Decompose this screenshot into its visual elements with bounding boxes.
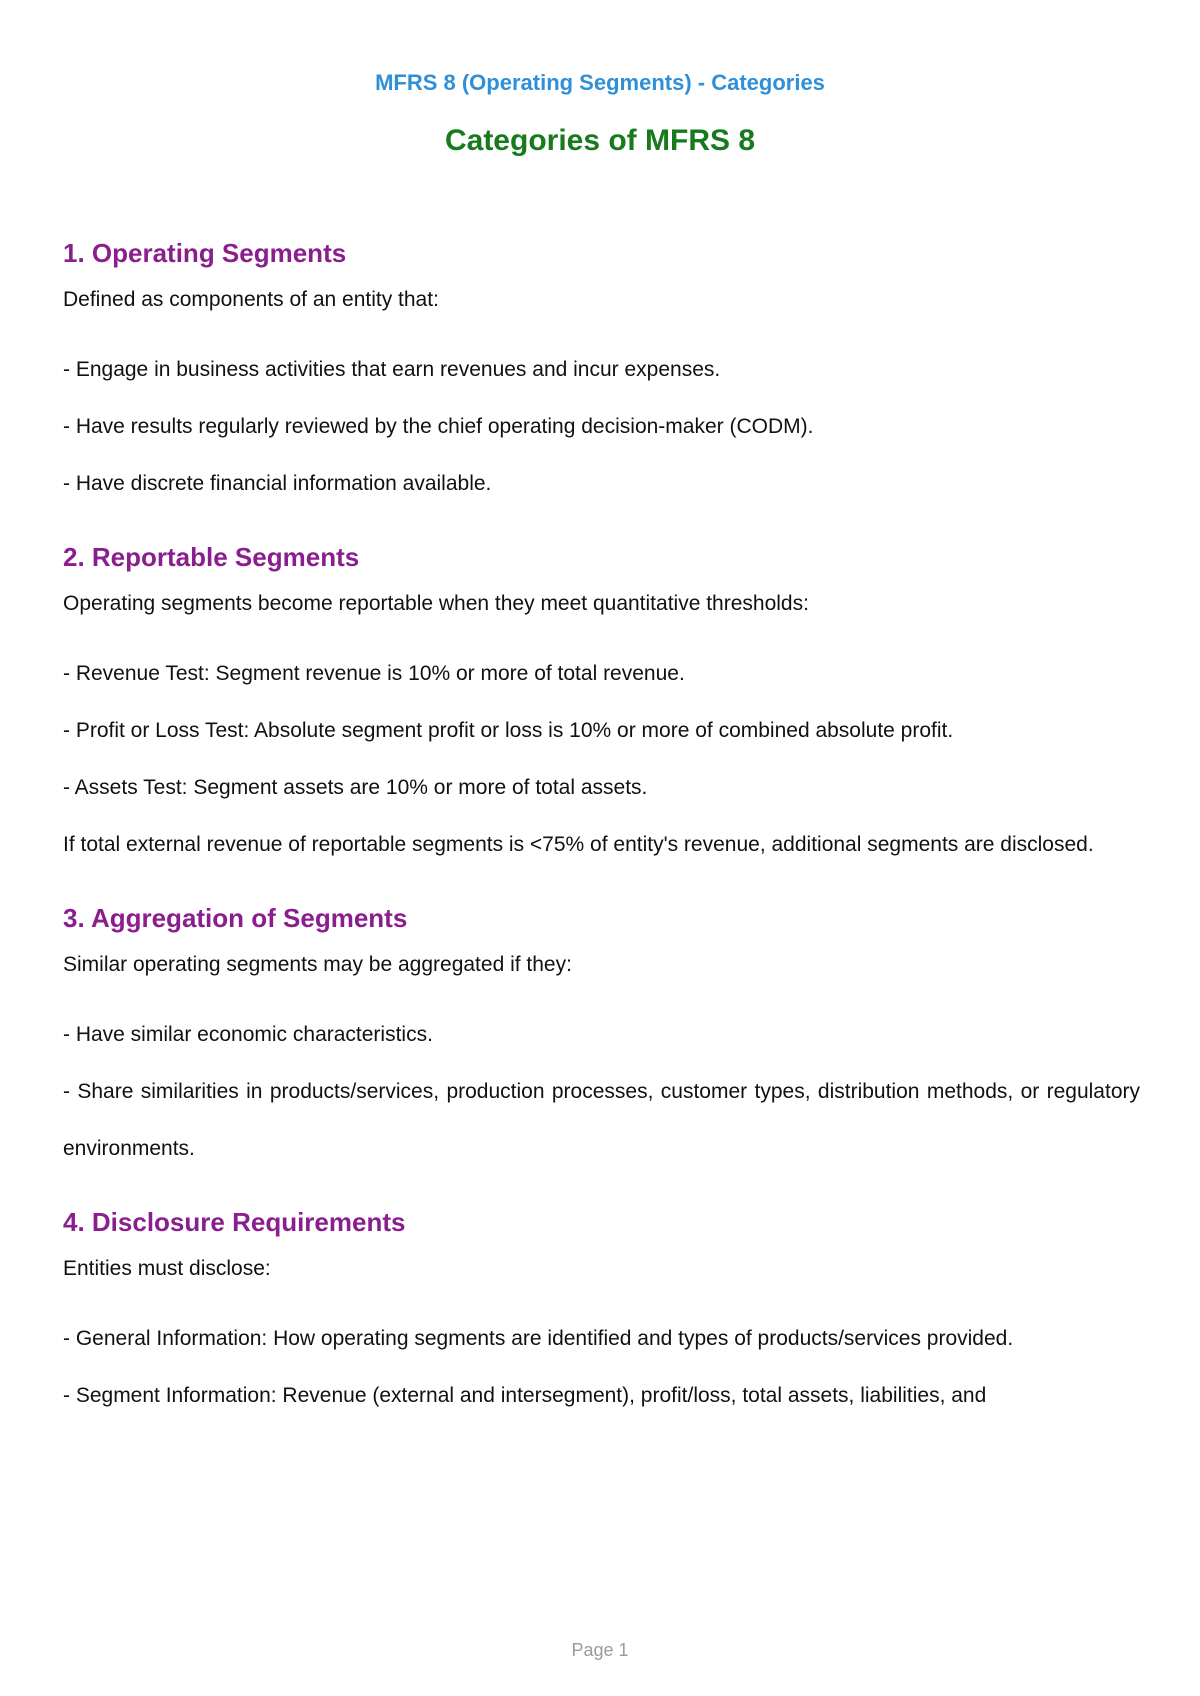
bullet-list [63, 645, 1140, 873]
section-reportable-segments [63, 542, 1140, 873]
section-disclosure-requirements [63, 1207, 1140, 1424]
list-item: - Revenue Test: Segment revenue is 10% or more of total revenue. [63, 662, 685, 685]
document-header: MFRS 8 (Operating Segments) - Categories [375, 70, 825, 95]
section-heading: 4. Disclosure Requirements [63, 1207, 406, 1237]
document-title: Categories of MFRS 8 [444, 124, 756, 157]
bullet-list [63, 1006, 1140, 1177]
list-item: If total external revenue of reportable segments is <75% of entity's revenue, additional segments are disclosed. [63, 833, 1094, 856]
section-intro: Entities must disclose: [63, 1257, 271, 1280]
bullet-list [63, 1310, 1140, 1424]
list-item: - Have discrete financial information available. [63, 472, 492, 495]
section-heading: 1. Operating Segments [63, 238, 347, 268]
list-item: - Share similarities in products/services, production processes, customer types, distribution methods, or regulatory environments. [63, 1080, 1140, 1160]
list-item: - General Information: How operating segments are identified and types of products/services provided. [63, 1327, 1014, 1350]
bullet-list [63, 341, 1140, 512]
section-heading: 2. Reportable Segments [63, 542, 360, 572]
section-intro: Operating segments become reportable when they meet quantitative thresholds: [63, 592, 809, 615]
section-intro: Defined as components of an entity that: [63, 288, 439, 311]
list-item: - Have results regularly reviewed by the chief operating decision-maker (CODM). [63, 415, 814, 438]
list-item: - Have similar economic characteristics. [63, 1023, 433, 1046]
document-body [63, 238, 1140, 1454]
list-item: - Engage in business activities that earn revenues and incur expenses. [63, 358, 721, 381]
list-item: - Profit or Loss Test: Absolute segment profit or loss is 10% or more of combined absolute profit. [63, 719, 954, 742]
section-heading: 3. Aggregation of Segments [63, 903, 408, 933]
section-intro: Similar operating segments may be aggregated if they: [63, 953, 572, 976]
page-number: Page 1 [571, 1640, 629, 1660]
section-operating-segments [63, 238, 1140, 512]
section-aggregation-of-segments [63, 903, 1140, 1177]
list-item: - Assets Test: Segment assets are 10% or more of total assets. [63, 776, 648, 799]
list-item: - Segment Information: Revenue (external and intersegment), profit/loss, total assets, liabilities, and [63, 1384, 987, 1407]
